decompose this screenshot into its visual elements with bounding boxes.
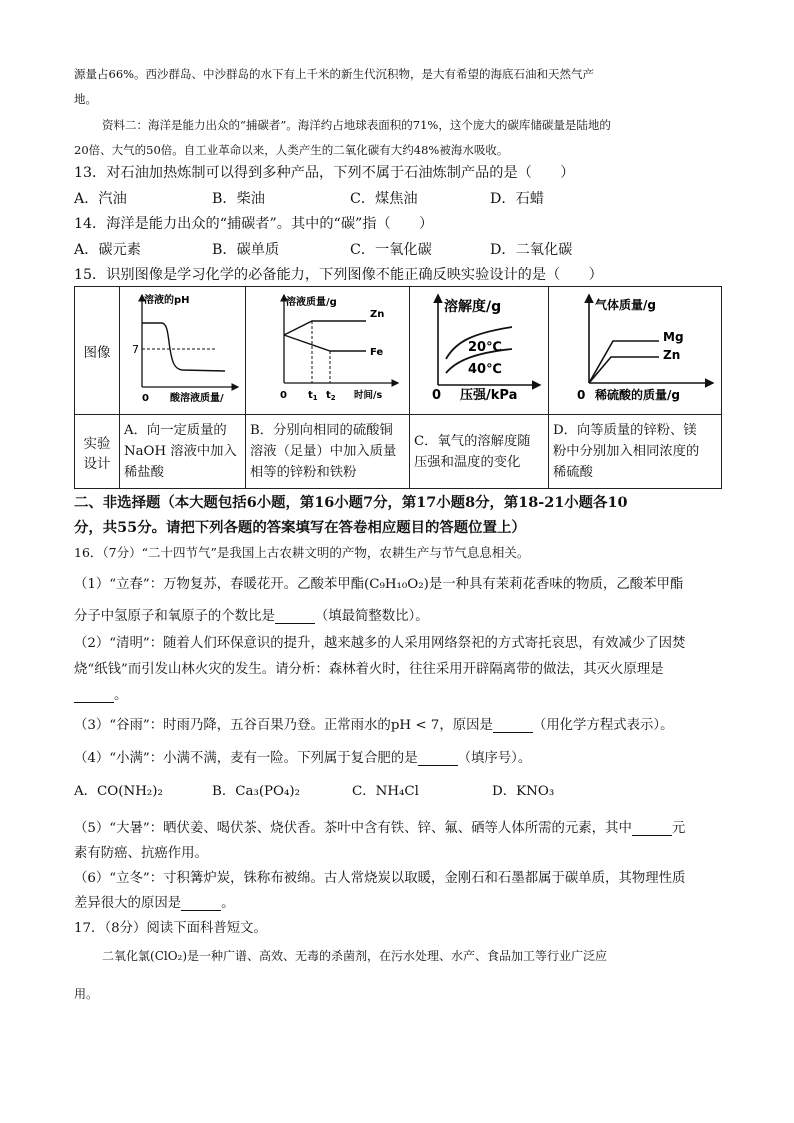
q17-stem: 17．（8分）阅读下面科普短文。 — [74, 921, 267, 936]
q16-part2-line1: （2）“清明”：随着人们环保意识的提升，越来越多的人采用网络祭祀的方式寄托哀思，有效减少了因焚 — [74, 636, 686, 651]
row-label-design: 实验 设计 — [75, 415, 120, 489]
graph-a — [120, 287, 244, 410]
design-c: C．氧气的溶解度随 压强和温度的变化 — [410, 415, 549, 489]
graph-d — [549, 287, 720, 410]
graph-b-origin: 0 — [280, 390, 287, 401]
answer-blank-5[interactable] — [632, 834, 672, 836]
graph-c-20c-label: 20℃ — [468, 340, 502, 355]
q16-part4-option-c: C．NH₄Cl — [352, 784, 419, 799]
design-a: A．向一定质量的 NaOH 溶液中加入 稀盐酸 — [120, 415, 246, 489]
graph-a-mark7: 7 — [132, 343, 139, 356]
answer-blank-4[interactable] — [418, 764, 458, 766]
q15-stem: 15．识别图像是学习化学的必备能力，下列图像不能正确反映实验设计的是（ ） — [74, 267, 603, 283]
q13-option-a: A．汽油 — [74, 191, 127, 207]
material1-line1: 源量占66%。西沙群岛、中沙群岛的水下有上千米的新生代沉积物，是大有希望的海底石油和天然气产 — [74, 67, 595, 81]
graph-a-xlabel: 酸溶液质量/ — [170, 393, 224, 404]
section2-heading-line1: 二、非选择题（本大题包括6小题，第16小题7分，第17小题8分，第18-21小题各10 — [74, 494, 628, 511]
graph-b-fe-label: Fe — [370, 347, 384, 358]
graph-d-ylabel: 气体质量/g — [595, 298, 656, 312]
graph-d-mg-line — [589, 341, 659, 383]
ph-expression: pH < 7 — [390, 718, 440, 733]
graph-b-t2: $t_2$ — [326, 390, 336, 402]
q16-part6-line1: （6）“立冬”：寸积篝炉炭，铢称布被绵。古人常烧炭以取暖，金刚石和石墨都属于碳单质，其物理性质 — [74, 871, 686, 886]
answer-blank-1[interactable] — [275, 622, 315, 624]
answer-blank-2[interactable] — [74, 701, 114, 703]
formula-c9h10o2: (C₉H₁₀O₂) — [364, 577, 429, 592]
graph-d-origin: 0 — [577, 388, 586, 402]
section2-heading-line2: 分，共55分。请把下列各题的答案填写在答卷相应题目的答题位置上） — [74, 519, 526, 536]
graph-a-origin: 0 — [142, 393, 149, 404]
graph-b-zn-line — [284, 321, 366, 335]
graph-b-t1: $t_1$ — [308, 390, 318, 402]
q16-part1-line2: 分子中氢原子和氧原子的个数比是 （填最简整数比）。 — [74, 609, 429, 624]
graph-d-zn-label: Zn — [663, 348, 681, 362]
graph-c — [410, 287, 547, 410]
q13-stem: 13．对石油加热炼制可以得到多种产品，下列不属于石油炼制产品的是（ ） — [74, 165, 575, 181]
material2-line1: 资料二：海洋是能力出众的“捕碳者”。海洋约占地球表面积的71%，这个庞大的碳库储碳量是陆地的 — [102, 118, 611, 132]
q16-part5-line1: （5）“大暑”：晒伏姜、喝伏茶、烧伏香。茶叶中含有铁、锌、氟、硒等人体所需的元素，其中 元 — [74, 821, 686, 836]
q16-part2-line2: 烧“纸钱”而引发山林火灾的发生。请分析：森林着火时，往往采用开辟隔离带的做法，其灭火原理是 — [74, 662, 664, 677]
formula-clo2: (ClO₂) — [150, 949, 188, 963]
graph-b-cell — [246, 287, 410, 415]
q16-part6-line2: 差异很大的原因是 。 — [74, 896, 235, 911]
material1-line2: 地。 — [74, 92, 97, 106]
design-b: B．分别向相同的硫酸铜 溶液（足量）中加入质量 相等的锌粉和铁粉 — [246, 415, 410, 489]
answer-blank-3[interactable] — [493, 731, 533, 733]
q15-table — [74, 286, 722, 489]
q14-option-a: A．碳元素 — [74, 242, 141, 258]
graph-c-cell — [410, 287, 549, 415]
q16-part2-line3: 。 — [74, 684, 127, 703]
q16-part3: （3）“谷雨”：时雨乃降，五谷百果乃登。正常雨水的pH < 7，原因是 （用化学方程式表示）。 — [74, 718, 674, 733]
graph-c-xlabel: 压强/kPa — [460, 388, 518, 403]
graph-b-zn-label: Zn — [370, 309, 385, 320]
q16-stem: 16．（7分）“二十四节气”是我国上古农耕文明的产物，农耕生产与节气息息相关。 — [74, 545, 530, 560]
graph-d-xlabel: 稀硫酸的质量/g — [595, 388, 680, 402]
graph-b-xlabel: 时间/s — [354, 390, 383, 401]
graph-a-ylabel: 溶液的pH — [144, 295, 190, 306]
q16-part4-option-b: B．Ca₃(PO₄)₂ — [212, 784, 301, 799]
q17-paragraph-line1: 二氧化氯(ClO₂)是一种广谱、高效、无毒的杀菌剂，在污水处理、水产、食品加工等行业广泛应 — [102, 949, 608, 963]
graph-c-origin: 0 — [432, 388, 442, 403]
graph-a-curve — [142, 323, 225, 371]
q14-option-d: D．二氧化碳 — [490, 242, 573, 258]
q14-option-b: B．碳单质 — [212, 242, 280, 258]
answer-blank-6[interactable] — [181, 909, 221, 911]
q16-part4-option-d: D．KNO₃ — [492, 784, 555, 799]
graph-d-mg-label: Mg — [663, 330, 684, 344]
q14-option-c: C．一氧化碳 — [350, 242, 432, 258]
q13-option-d: D．石蜡 — [490, 191, 544, 207]
q16-part5-line2: 素有防癌、抗癌作用。 — [74, 846, 208, 861]
q16-part1-line1: （1）“立春”：万物复苏，春暖花开。乙酸苯甲酯(C₉H₁₀O₂)是一种具有茉莉花香味的物质，乙酸苯甲酯 — [74, 577, 684, 592]
material2-line2: 20倍、大气的50倍。自工业革命以来，人类产生的二氧化碳有大约48%被海水吸收。 — [74, 143, 509, 157]
q16-part4-option-a: A．CO(NH₂)₂ — [74, 784, 163, 799]
graph-c-ylabel: 溶解度/g — [444, 299, 502, 315]
graph-a-cell — [120, 287, 246, 415]
graph-c-40c-label: 40℃ — [468, 362, 502, 377]
q16-part4: （4）“小满”：小满不满，麦有一险。下列属于复合肥的是 （填序号）。 — [74, 751, 532, 766]
design-d: D．向等质量的锌粉、镁 粉中分别加入相同浓度的 稀硫酸 — [549, 415, 722, 489]
q13-option-c: C．煤焦油 — [350, 191, 418, 207]
graph-b — [246, 287, 408, 410]
q14-stem: 14．海洋是能力出众的“捕碳者”。其中的“碳”指（ ） — [74, 216, 434, 232]
graph-b-fe-line — [284, 335, 366, 351]
row-label-graph: 图像 — [75, 287, 120, 415]
q17-paragraph-line2: 用。 — [74, 987, 99, 1001]
graph-b-ylabel: 溶液质量/g — [286, 297, 337, 308]
graph-d-cell — [549, 287, 722, 415]
q13-option-b: B．柴油 — [212, 191, 265, 207]
graph-d-zn-line — [589, 357, 659, 383]
